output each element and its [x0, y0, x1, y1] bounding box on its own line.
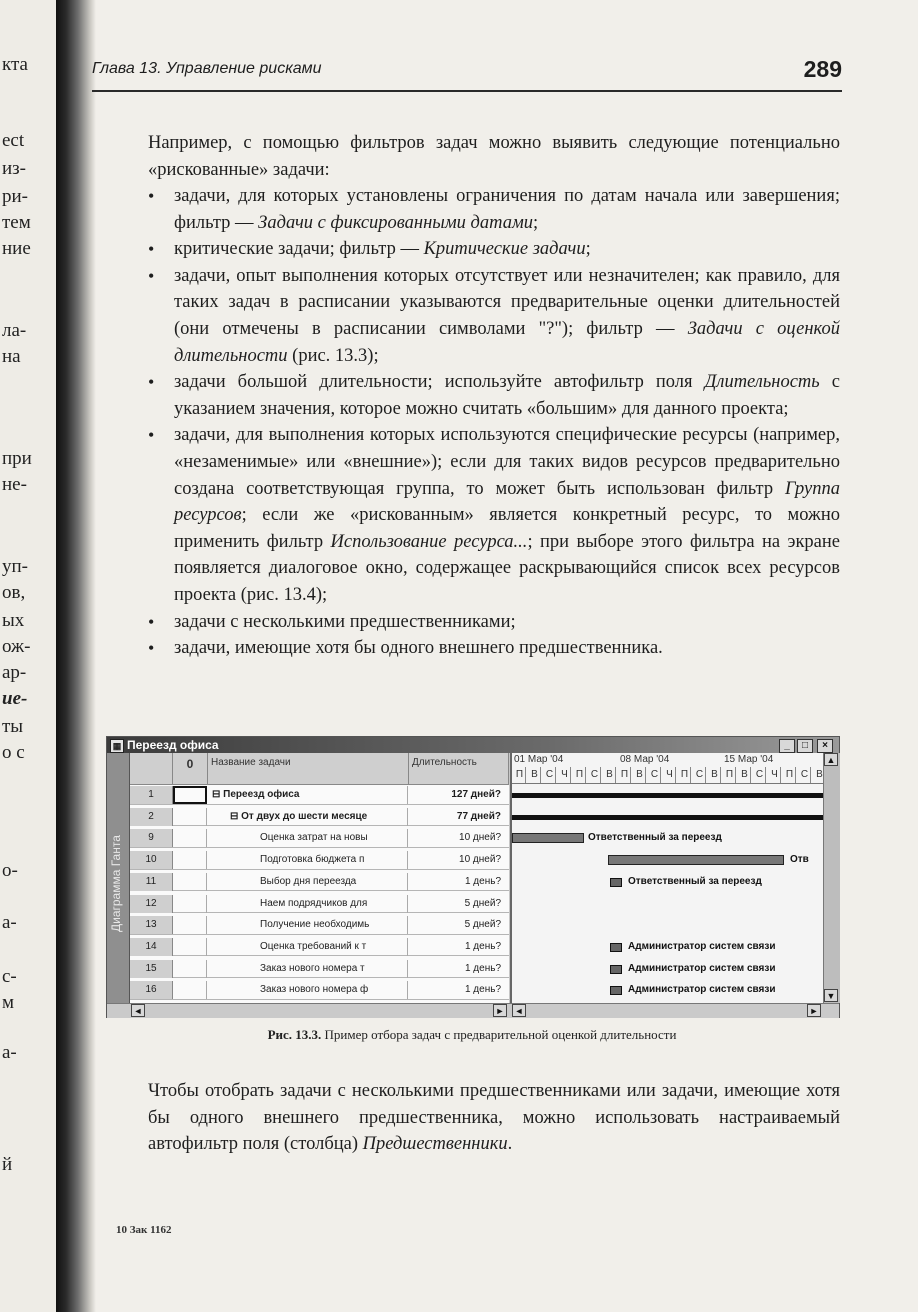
- maximize-icon[interactable]: □: [797, 739, 813, 753]
- row-id[interactable]: 16: [130, 981, 173, 999]
- duration-column-header[interactable]: Длительность: [409, 753, 509, 785]
- resource-label: Администратор систем связи: [628, 984, 776, 996]
- bullet-text: задачи большой длительности; используйте автофильтр поля: [174, 372, 705, 393]
- left-page-fragment: кта: [2, 54, 28, 75]
- indicator-cell: [173, 851, 207, 869]
- filter-name: Использование ресурса...: [330, 531, 528, 552]
- duration-cell[interactable]: 77 дней?: [456, 810, 501, 822]
- bullet-item: [148, 369, 840, 422]
- table-row[interactable]: [130, 829, 509, 848]
- filter-name: Критические задачи: [423, 239, 586, 260]
- window-titlebar: [107, 737, 839, 753]
- left-page-fragment: о с: [2, 742, 25, 763]
- left-page-fragment: не-: [2, 474, 27, 495]
- left-page-fragment: а-: [2, 912, 17, 933]
- task-name-cell[interactable]: ⊟ От двух до шести месяце: [208, 808, 408, 826]
- day-label: С: [799, 767, 811, 783]
- task-name-column-header[interactable]: Название задачи: [208, 753, 409, 785]
- left-page-fragment: уп-: [2, 556, 28, 577]
- left-page-fragment: ние: [2, 238, 31, 259]
- day-label: В: [739, 767, 751, 783]
- bullet-text: ;: [533, 212, 539, 233]
- view-bar-label: Диаграмма Ганта: [109, 835, 123, 933]
- indicator-column-header[interactable]: 0: [173, 753, 208, 785]
- view-bar[interactable]: [107, 753, 130, 1003]
- resource-label: Администратор систем связи: [628, 940, 776, 952]
- row-id[interactable]: 2: [130, 808, 173, 826]
- print-signature: 10 Зак 1162: [116, 1224, 172, 1236]
- indicator-cell: [173, 829, 207, 847]
- left-page-fragment: ых: [2, 610, 25, 631]
- day-label: С: [649, 767, 661, 783]
- task-sheet: [130, 753, 509, 1003]
- table-row[interactable]: [130, 873, 509, 892]
- figure-caption-text: Пример отбора задач с предварительной оценкой длительности: [321, 1027, 677, 1042]
- week-label: 08 Мар '04: [620, 754, 670, 765]
- day-label: П: [784, 767, 796, 783]
- filter-name: Задачи с фиксированными датами: [258, 212, 533, 233]
- bullet-item: [148, 635, 840, 662]
- day-label: П: [514, 767, 526, 783]
- filter-name: Группа ресурсов: [174, 478, 840, 526]
- bullet-text: ; если же «рискованным» является конкретный ресурс, то можно применить фильтр: [174, 505, 840, 552]
- day-label: П: [679, 767, 691, 783]
- row-header-corner: [130, 753, 173, 785]
- sheet-scroll-left-icon[interactable]: ◄: [131, 1004, 145, 1017]
- left-page-fragment: с-: [2, 966, 17, 987]
- selected-cell[interactable]: [173, 786, 207, 804]
- left-page-fragment: м: [2, 992, 15, 1013]
- resource-label: Отв: [790, 854, 809, 866]
- bullet-item: [148, 263, 840, 369]
- day-label: С: [589, 767, 601, 783]
- running-header: [92, 56, 842, 88]
- day-label: В: [814, 767, 824, 783]
- task-name-cell[interactable]: Оценка затрат на новы: [208, 829, 408, 847]
- task-bar[interactable]: [610, 965, 622, 974]
- bullet-text: задачи, для выполнения которых используются специфические ресурсы (например, «незаменимые» или «внешние»); если для таких видов ресурсов предварительно создана соответствующая группа, то может быть использован фильтр: [174, 425, 840, 499]
- task-name-cell[interactable]: Получение необходимь: [208, 916, 408, 934]
- day-label: В: [604, 767, 616, 783]
- bullet-text: задачи, имеющие хотя бы одного внешнего предшественника.: [174, 638, 663, 659]
- filter-name: Длительность: [704, 372, 820, 393]
- table-row[interactable]: [130, 981, 509, 1000]
- left-page-fragment: а-: [2, 1042, 17, 1063]
- bullet-text: ;: [585, 239, 591, 260]
- closing-end: .: [507, 1134, 513, 1155]
- bullet-text: задачи, опыт выполнения которых отсутствует или незначителен; как правило, для таких задач в расписании указываются предварительные оценки длительностей (они отмечены в расписании символами "?"); фильтр —: [174, 265, 840, 339]
- left-page-fragment: ие-: [2, 688, 28, 709]
- left-page-fragment: из-: [2, 158, 27, 179]
- chart-scroll-left-icon[interactable]: ◄: [512, 1004, 526, 1017]
- figure-caption-label: Рис. 13.3.: [267, 1027, 322, 1042]
- scroll-down-icon[interactable]: ▼: [824, 989, 838, 1002]
- figure-caption: [106, 1027, 838, 1043]
- timescale-days: [512, 767, 824, 784]
- task-bar[interactable]: [610, 943, 622, 952]
- day-label: В: [709, 767, 721, 783]
- task-name-cell[interactable]: Подготовка бюджета п: [208, 851, 408, 869]
- duration-cell[interactable]: 127 дней?: [451, 789, 501, 800]
- closing-paragraph: [148, 1078, 840, 1158]
- duration-cell[interactable]: 1 день?: [464, 875, 501, 887]
- task-bar[interactable]: [610, 878, 622, 887]
- indicator-cell: [173, 916, 207, 934]
- summary-bar[interactable]: [512, 793, 824, 798]
- day-label: Ч: [559, 767, 571, 783]
- task-name-cell[interactable]: Выбор дня переезда: [208, 873, 408, 891]
- left-page-fragment: ов,: [2, 582, 26, 603]
- task-name-cell[interactable]: Оценка требований к т: [208, 938, 408, 956]
- summary-bar[interactable]: [512, 815, 824, 820]
- vertical-scrollbar[interactable]: [823, 753, 840, 1003]
- minimize-icon[interactable]: _: [779, 739, 795, 753]
- chart-scroll-right-icon[interactable]: ►: [807, 1004, 821, 1017]
- row-id[interactable]: 9: [130, 829, 173, 847]
- left-page-fragment: тем: [2, 212, 31, 233]
- row-id[interactable]: 12: [130, 895, 173, 913]
- table-row[interactable]: [130, 960, 509, 979]
- row-id[interactable]: 1: [130, 786, 173, 804]
- day-label: В: [529, 767, 541, 783]
- bullet-item: [148, 609, 840, 636]
- figure-project-window: [106, 736, 840, 1018]
- bullet-text: задачи с несколькими предшественниками;: [174, 611, 516, 632]
- week-label: 15 Мар '04: [724, 754, 774, 765]
- closing-text: Чтобы отобрать задачи с несколькими предшественниками или задачи, имеющие хотя бы одного внешнего предшественника, можно использовать настраиваемый автофильтр поля (столбца): [148, 1081, 840, 1155]
- table-row[interactable]: [130, 938, 509, 957]
- left-page-fragment: ри-: [2, 186, 28, 207]
- chapter-title: Глава 13. Управление рисками: [92, 60, 322, 77]
- horizontal-scrollbar[interactable]: [107, 1003, 839, 1018]
- bullet-text: с указанием значения, которое можно считать «большим» для данного проекта;: [174, 372, 840, 419]
- table-row[interactable]: [130, 851, 509, 870]
- day-label: С: [754, 767, 766, 783]
- table-row[interactable]: [130, 808, 509, 827]
- duration-cell[interactable]: 1 день?: [464, 962, 501, 974]
- row-id[interactable]: 10: [130, 851, 173, 869]
- bullet-text: задачи, для которых установлены ограничения по датам начала или завершения; фильтр —: [174, 186, 840, 233]
- page-number: 289: [803, 56, 842, 82]
- project-app-icon: ▦: [110, 739, 124, 753]
- day-label: Ч: [664, 767, 676, 783]
- bullet-item: [148, 236, 840, 263]
- book-gutter-shadow: [56, 0, 96, 1312]
- day-label: П: [619, 767, 631, 783]
- gantt-chart: [510, 753, 824, 1003]
- row-id[interactable]: 11: [130, 873, 173, 891]
- left-page-fragment: при: [2, 448, 32, 469]
- left-page-fragment: о-: [2, 860, 18, 881]
- bullet-item: [148, 183, 840, 236]
- sheet-scroll-right-icon[interactable]: ►: [493, 1004, 507, 1017]
- indicator-cell: [173, 808, 207, 826]
- duration-cell[interactable]: 1 день?: [464, 940, 501, 952]
- task-name-cell[interactable]: Наем подрядчиков для: [208, 895, 408, 913]
- header-rule: [92, 90, 842, 92]
- row-id[interactable]: 15: [130, 960, 173, 978]
- left-page-fragment: ла-: [2, 320, 27, 341]
- day-label: В: [634, 767, 646, 783]
- day-label: П: [724, 767, 736, 783]
- intro-paragraph: Например, с помощью фильтров задач можно выявить следующие потенциально «рискованные» задачи:: [148, 133, 840, 180]
- scroll-up-icon[interactable]: ▲: [824, 753, 838, 766]
- duration-cell[interactable]: 10 дней?: [459, 854, 501, 866]
- duration-cell[interactable]: 1 день?: [464, 984, 501, 996]
- day-label: Ч: [769, 767, 781, 783]
- duration-cell[interactable]: 10 дней?: [459, 832, 501, 844]
- row-id[interactable]: 14: [130, 938, 173, 956]
- left-page-fragment: ож-: [2, 636, 31, 657]
- close-icon[interactable]: ×: [817, 739, 833, 753]
- bullet-text: ; при выборе этого фильтра на экране появляется диалоговое окно, содержащее раскрывающийся список всех ресурсов проекта (рис. 13.4);: [174, 531, 840, 605]
- window-title: Переезд офиса: [127, 738, 219, 752]
- bullet-text: (рис. 13.3);: [287, 345, 379, 366]
- indicator-cell: [173, 960, 207, 978]
- resource-label: Ответственный за переезд: [588, 832, 722, 844]
- week-label: 01 Мар '04: [514, 754, 564, 765]
- day-label: С: [694, 767, 706, 783]
- duration-cell[interactable]: 5 дней?: [464, 897, 501, 909]
- duration-cell[interactable]: 5 дней?: [464, 919, 501, 931]
- left-page-fragment: ect: [2, 130, 25, 151]
- left-page-fragment: ты: [2, 716, 24, 737]
- indicator-cell: [173, 873, 207, 891]
- closing-emphasis: Предшественники: [362, 1134, 508, 1155]
- task-name-cell[interactable]: ⊟ Переезд офиса: [208, 786, 408, 804]
- left-page-fragment: й: [2, 1154, 13, 1175]
- day-label: П: [574, 767, 586, 783]
- resource-label: Администратор систем связи: [628, 962, 776, 974]
- indicator-cell: [173, 938, 207, 956]
- table-row[interactable]: [130, 895, 509, 914]
- row-id[interactable]: 13: [130, 916, 173, 934]
- task-name-cell[interactable]: Заказ нового номера т: [208, 960, 408, 978]
- bullet-text: критические задачи; фильтр —: [174, 239, 424, 260]
- task-bar[interactable]: [512, 833, 584, 843]
- left-page-fragment: ар-: [2, 662, 27, 683]
- resource-label: Ответственный за переезд: [628, 875, 762, 887]
- task-bar[interactable]: [608, 855, 784, 865]
- risky-task-list: [148, 183, 840, 662]
- task-bar[interactable]: [610, 986, 622, 995]
- left-page-fragment: на: [2, 346, 21, 367]
- task-name-cell[interactable]: Заказ нового номера ф: [208, 981, 408, 999]
- bullet-item: [148, 422, 840, 608]
- indicator-cell: [173, 895, 207, 913]
- table-row[interactable]: [130, 916, 509, 935]
- indicator-cell: [173, 981, 207, 999]
- day-label: С: [544, 767, 556, 783]
- filter-name: Задачи с оценкой длительности: [174, 318, 840, 366]
